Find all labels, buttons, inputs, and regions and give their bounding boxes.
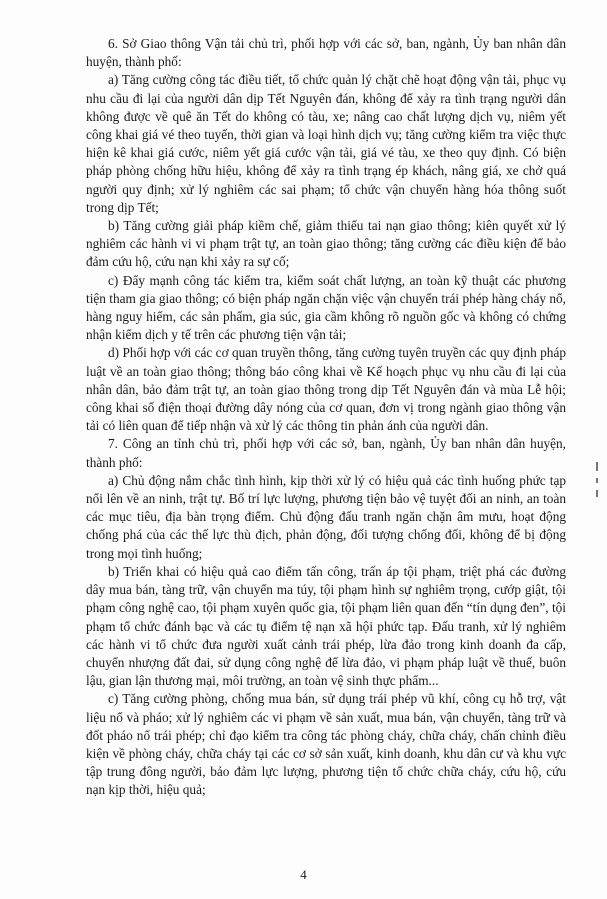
section-6-item-c: c) Đẩy mạnh công tác kiểm tra, kiểm soát chất lượng, an toàn kỹ thuật các phương tiện tham gia giao thông; có biện pháp ngăn chặn việc vận chuyển trái phép hàng cháy nổ, hàng nguy hiểm, các sản phẩm, gia súc, gia cầm không rõ nguồn gốc và không có chứng nhận kiểm dịch y tế trên các phương tiện vận tải;	[86, 272, 566, 343]
section-6-item-b: b) Tăng cường giải pháp kiềm chế, giảm thiểu tai nạn giao thông; kiên quyết xử lý nghiêm các hành vi vi phạm trật tự, an toàn giao thông; tăng cường các điều kiện để bảo đảm cứu hộ, cứu nạn khi xảy ra sự cố;	[86, 218, 566, 270]
section-6-heading: 6. Sở Giao thông Vận tải chủ trì, phối hợp với các sở, ban, ngành, Ủy ban nhân dân huyện, thành phố:	[86, 36, 566, 70]
margin-mark-lower	[596, 490, 598, 497]
section-7-item-b: b) Triển khai có hiệu quả cao điểm tấn công, trấn áp tội phạm, triệt phá các đường dây mua bán, tàng trữ, vận chuyển ma túy, tội phạm hình sự nghiêm trọng, cướp giật, tội phạm công nghệ cao, tội phạm xuyên quốc gia, tội phạm liên quan đến “tín dụng đen”, tội phạm tổ chức đánh bạc và các tụ điểm tệ nạn xã hội phức tạp. Đấu tranh, xử lý nghiêm các hành vi tổ chức đưa người xuất cảnh trái phép, lừa đảo trong kinh doanh đa cấp, chuyển nhượng đất đai, sử dụng công nghệ để lừa đảo, vi phạm pháp luật về thuế, buôn lậu, gian lận thương mại, môi trường, an toàn vệ sinh thực phẩm...	[86, 563, 566, 689]
section-7-item-a: a) Chủ động nắm chắc tình hình, kịp thời xử lý có hiệu quả các tình huống phức tạp nổi lên về an ninh, trật tự. Bố trí lực lượng, phương tiện bảo vệ tuyệt đối an ninh, an toàn các mục tiêu, địa bàn trọng điểm. Chủ động đấu tranh ngăn chặn âm mưu, hoạt động chống phá của các thế lực thù địch, phản động, đối tượng chống đối, không để bị động trong mọi tình huống;	[86, 472, 566, 561]
section-7-heading: 7. Công an tỉnh chủ trì, phối hợp với các sở, ban, ngành, Ủy ban nhân dân huyện, thành phố:	[86, 436, 566, 470]
section-6-item-a: a) Tăng cường công tác điều tiết, tổ chức quản lý chặt chẽ hoạt động vận tải, phục vụ nhu cầu đi lại của người dân dịp Tết Nguyên đán, không để xảy ra tình trạng người dân không được về quê ăn Tết do không có tàu, xe; nâng cao chất lượng dịch vụ, niêm yết công khai giá vé theo tuyến, thời gian và loại hình dịch vụ; tăng cường kiểm tra việc thực hiện kê khai giá cước, niêm yết giá cước vận tải, giá vé tàu, xe theo quy định. Có biện pháp phòng chống hữu hiệu, không để xảy ra tình trạng ép khách, nâng giá, xe chở quá người quy định; xử lý nghiêm các sai phạm; tổ chức vận chuyển hàng hóa thông suốt trong dịp Tết;	[86, 72, 566, 215]
margin-mark-middle	[596, 478, 598, 483]
section-6-item-d: d) Phối hợp với các cơ quan truyền thông, tăng cường tuyên truyền các quy định pháp luật về an toàn giao thông; thông báo công khai về Kế hoạch phục vụ nhu cầu đi lại của nhân dân, bảo đảm trật tự, an toàn giao thông trong dịp Tết Nguyên đán và mùa Lễ hội; công khai số điện thoại đường dây nóng của cơ quan, đơn vị trong ngành giao thông vận tải có liên quan để tiếp nhận và xử lý các thông tin phản ánh của người dân.	[86, 345, 566, 434]
page-number: 4	[300, 867, 307, 882]
document-body	[86, 35, 566, 800]
section-7-item-c: c) Tăng cường phòng, chống mua bán, sử dụng trái phép vũ khí, công cụ hỗ trợ, vật liệu nổ và pháo; xử lý nghiêm các vi phạm về sản xuất, mua bán, vận chuyển, tàng trữ và đốt pháo nổ trái phép; chỉ đạo kiểm tra công tác phòng cháy, chữa cháy, chấn chỉnh điều kiện về phòng cháy, chữa cháy tại các cơ sở sản xuất, kinh doanh, khu dân cư và khu vực tập trung đông người, bảo đảm lực lượng, phương tiện tổ chức chữa cháy, cứu hộ, cứu nạn kịp thời, hiệu quả;	[86, 691, 566, 798]
margin-mark-upper	[596, 462, 598, 471]
